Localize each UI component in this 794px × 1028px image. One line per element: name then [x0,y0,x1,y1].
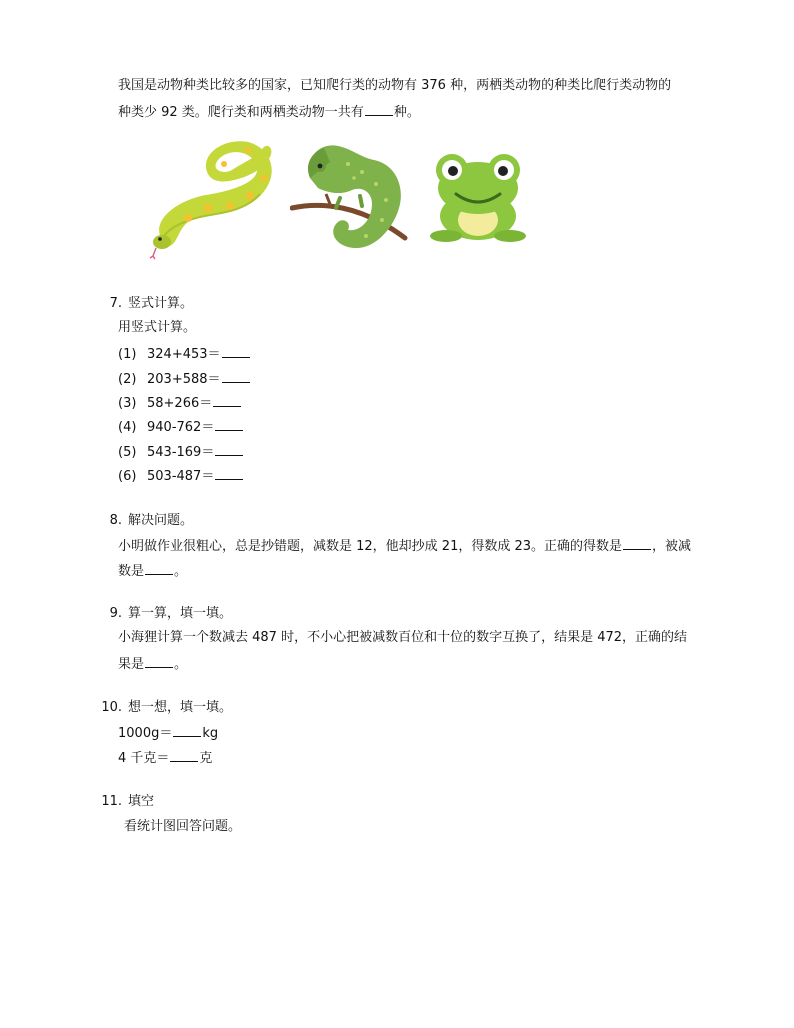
answer-blank[interactable] [365,101,393,116]
answer-blank[interactable] [213,392,241,407]
chameleon-icon [290,138,415,258]
answer-blank[interactable] [623,535,651,550]
q11-title: 11. 填空 [101,794,155,809]
q7-item: (2) 203+588＝ [118,368,251,390]
answer-blank[interactable] [215,416,243,431]
q8-line2: 数是 。 [118,560,187,582]
q7-item: (3) 58+266＝ [118,392,242,414]
q9-title: 9. 算一算，填一填。 [109,606,233,621]
answer-blank[interactable] [215,465,243,480]
q9-line1: 小海狸计算一个数减去 487 时，不小心把被减数百位和十位的数字互换了，结果是 472，正确的结 [118,630,688,645]
q8-title: 8. 解决问题。 [109,513,194,528]
q10-title: 10. 想一想，填一填。 [101,700,233,715]
q7-item: (4) 940-762＝ [118,416,244,438]
q10-line2: 4 千克＝ 克 [118,747,212,769]
q6-line1: 我国是动物种类比较多的国家，已知爬行类的动物有 376 种，两栖类动物的种类比爬行类动物的 [118,78,672,93]
answer-blank[interactable] [145,560,173,575]
q11-line1: 看统计图回答问题。 [124,819,242,834]
q7-item: (1) 324+453＝ [118,343,251,365]
answer-blank[interactable] [215,441,243,456]
q8-line1: 小明做作业很粗心，总是抄错题，减数是 12，他却抄成 21，得数成 23。正确的得数是 ，被减 [118,535,691,557]
answer-blank[interactable] [173,722,201,737]
answer-blank[interactable] [222,368,250,383]
q7-title: 7. 竖式计算。 [109,296,194,311]
answer-blank[interactable] [145,653,173,668]
answer-blank[interactable] [170,747,198,762]
q6-line2: 种类少 92 类。爬行类和两栖类动物一共有 种。 [118,101,420,123]
answer-blank[interactable] [222,343,250,358]
q10-line1: 1000g＝ kg [118,722,218,744]
q7-item: (6) 503-487＝ [118,465,244,487]
snake-icon [148,140,283,260]
frog-icon [428,148,528,243]
q9-line2: 果是 。 [118,653,187,675]
q7-instruction: 用竖式计算。 [118,320,197,335]
q7-item: (5) 543-169＝ [118,441,244,463]
